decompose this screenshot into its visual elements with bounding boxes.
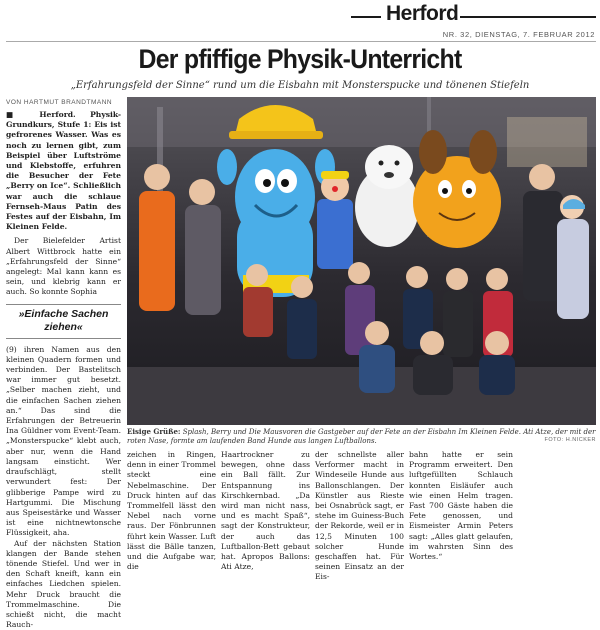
column-text: der schnellste aller Verformer macht in Windeseile Hunde aus Ballonschlangen. Der Künstler aus Rieste bei Osnabrück sagt, er stehe im Guiness-Buch der Rekorde, weil er in 12,5 Minuten 100 solcher Hunde geschaffen hat. Für seinen Einsatz an der Eis- bbox=[315, 450, 404, 582]
caption-label: Eisige Grüße: bbox=[127, 427, 181, 436]
photo-caption bbox=[127, 427, 596, 446]
headline: Der pfiffige Physik-Unterricht bbox=[138, 44, 462, 74]
subheadline: „Erfahrungsfeld der Sinne“ rund um die Eisbahn mit Monsterspucke und tönenen Stiefeln bbox=[70, 80, 530, 91]
body-paragraph: (9) ihren Namen aus den kleinen Quadern formen und verbinden. Der Bastelitsch war immer gut besetzt. „Selber machen zieht, und die einfachen Sachen ziehen an.“ Das sind die Erfahrungen der Betreuerin Ina Güldner vom Event-Team. „Monsterspucke“ klebt auch, aber nur, wenn die Hand langsam einsticht. Wer draufschlägt, stellt verwundert fest: Der glibberige Pampe wird zu Hartgummi. Die Mischung aus Speisestärke und Wasser ist eine nichtnewtonsche Flüssigkeit, aha. bbox=[6, 344, 121, 538]
caption-text: Splash, Berry und Die Mausvoren die Gastgeber auf der Fete an der Eisbahn Im Kleinen Felde. Ati Atze, der mit der roten Nase, formte am laufenden Band Hunde aus langen Luftballons. bbox=[127, 428, 596, 445]
bottom-column-2 bbox=[221, 450, 310, 572]
masthead-rule-left bbox=[351, 16, 381, 18]
bottom-column-4 bbox=[409, 450, 513, 562]
section-title: Herford bbox=[386, 2, 459, 25]
pull-quote bbox=[6, 304, 121, 339]
column-text: Haartrockner zu bewegen, ohne dass ein Ball fällt. Zur Entspannung ins Kirschkernbad. „Da wird man nicht nass, und es macht Spaß“, sagt der Konstrukteur, der auch das Luftballon-Bett gebaut hat. Apropos Ballons: Ati Atze, bbox=[221, 450, 310, 572]
body-paragraph: Auf der nächsten Station klangen der Bande stehen tönende Stiefel. Und wer in den Schaft kneift, kann ein einfaches Liedchen spielen. Mehr Druck braucht die Trommelmaschine. Die schießt nicht, die macht Rauch- bbox=[6, 538, 121, 630]
masthead-divider bbox=[6, 41, 596, 42]
body-paragraph: Der Bielefelder Artist Albert Wittbrock hatte ein „Erfahrungsfeld der Sinne“ angelegt: Mal kann kann es sein, und klebrig kann er auch. So konnte Sophia bbox=[6, 236, 121, 297]
bottom-column-3 bbox=[315, 450, 404, 583]
lead-paragraph: ■ Herford. Physik-Grundkurs, Stufe 1: Eis ist gefrorenes Wasser. Was es noch zu lernen gibt, zum Beispiel über Luftströme und Klebstoffe, erfuhren die Besucher der Fete „Berry on Ice“. Schließlich war auch die schlaue Fernseh-Maus Patin des Festes auf der Eisbahn, Im Kleinen Felde. bbox=[6, 110, 121, 232]
masthead-rule-right bbox=[460, 16, 596, 18]
article-photo bbox=[127, 97, 596, 425]
byline: VON HARTMUT BRANDTMANN bbox=[6, 99, 113, 106]
dateline: NR. 32, DIENSTAG, 7. FEBRUAR 2012 bbox=[442, 30, 595, 39]
photo-credit: FOTO: H.NICKER bbox=[544, 437, 596, 443]
column-text: bahn hatte er sein Programm erweitert. Den luftgefüllten Schlauch konnten Eisläufer auch wie einen Helm tragen. Fast 700 Gäste haben die Fete genossen, und Eismeister Armin Peters sagt: „Alles glatt gelaufen, im wahrsten Sinn des Wortes.“ bbox=[409, 450, 513, 562]
group-photo-illustration bbox=[127, 97, 596, 425]
clown-figure bbox=[317, 171, 353, 269]
column-text: zeichen in Ringen, denn in einer Trommel steckt eine Nebelmaschine. Der Druck hinten auf das Trommelfell lässt den Nebel nach vorne raus. Der Fönbrunnen führt kein Wasser. Luft lässt die Bälle tanzen, und die Aufgabe war, die bbox=[127, 450, 216, 572]
bottom-column-1 bbox=[127, 450, 216, 572]
left-text-column bbox=[6, 110, 121, 630]
pull-quote-text: »Einfache Sachen ziehen« bbox=[18, 307, 109, 333]
